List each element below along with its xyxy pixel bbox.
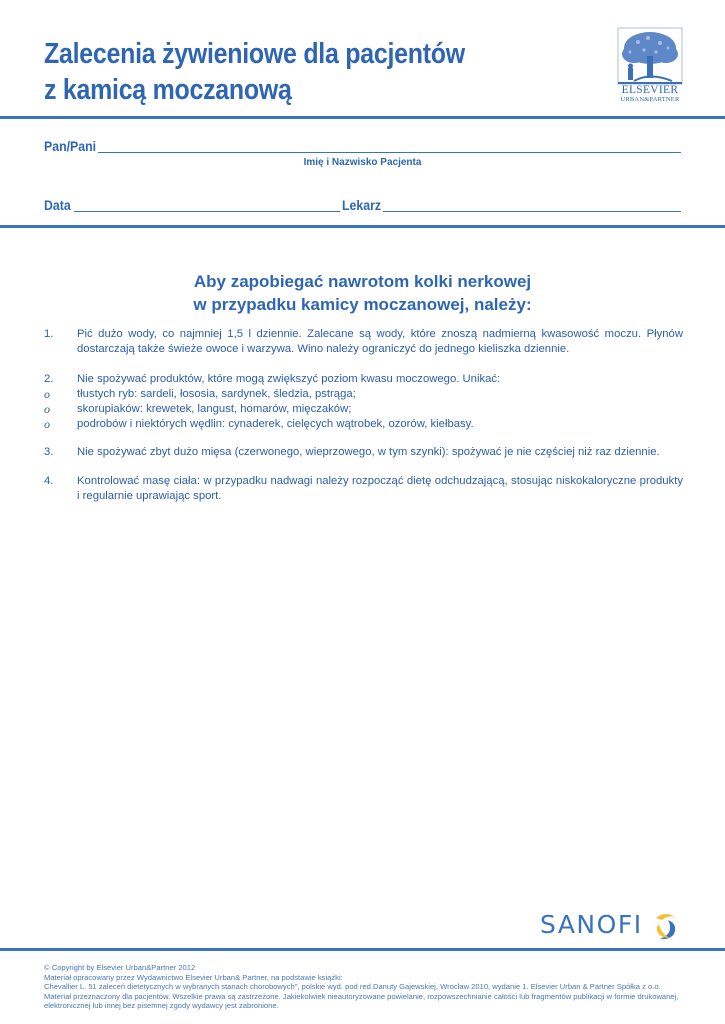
- footer-divider: [0, 948, 725, 951]
- list-item-text: Kontrolować masę ciała: w przypadku nadwagi należy rozpocząć dietę odchudzającą, stosując niskokaloryczne produkty i regularnie uprawiając sport.: [77, 475, 683, 502]
- list-item-text: Nie spożywać zbyt dużo mięsa (czerwonego, wieprzowego, w tym szynki): spożywać je nie częściej niż raz dziennie.: [77, 446, 660, 458]
- patient-caption: Imię i Nazwisko Pacjenta: [303, 157, 422, 168]
- footer-line: Materiał przeznaczony dla pacjentów. Wszelkie prawa są zastrzeżone. Jakiekolwiek nieautoryzowane powielanie, rozpowszechnianie całości lub fragmentów publikacji w formie drukowanej, elektronicznej lub innej bez pisemnej zgody wydawcy jest zabronione.: [44, 991, 679, 1011]
- sub-list-item-text: podrobów i niektórych wędlin: cynaderek, cielęcych wątrobek, ozorów, kiełbasy.: [77, 418, 474, 430]
- page-title-line2: z kamicą moczanową: [44, 74, 292, 106]
- list-item-number: 4.: [44, 475, 54, 487]
- sanofi-logo-text: SANOFI: [540, 910, 643, 939]
- header-divider: [0, 116, 725, 119]
- page-title-line1: Zalecenia żywieniowe dla pacjentów: [44, 38, 465, 70]
- section-heading: [0, 270, 725, 316]
- doctor-label: Lekarz: [342, 197, 382, 213]
- footer-copyright: [44, 963, 694, 1011]
- list-item-text: Pić dużo wody, co najmniej 1,5 l dziennie. Zalecane są wody, które znoszą nadmierną kwasowość moczu. Płynów dostarczają także świeże owoce i warzywa. Wino należy ograniczyć do jednego kieliszka dziennie.: [77, 328, 683, 355]
- list-item-number: 2.: [44, 373, 54, 385]
- sub-list-item-text: tłustych ryb: sardeli, łososia, sardynek, śledzia, pstrąga;: [77, 388, 356, 400]
- footer-line: Materiał opracowany przez Wydawnictwo Elsevier Urban& Partner, na podstawie książki:: [44, 972, 343, 982]
- sub-list-item-text: skorupiaków: krewetek, langust, homarów, mięczaków;: [77, 403, 352, 415]
- bullet-icon: o: [44, 402, 50, 416]
- page-title: [44, 36, 465, 108]
- elsevier-logo-name: ELSEVIER: [621, 84, 679, 96]
- section-heading-line2: w przypadku kamicy moczanowej, należy:: [193, 295, 532, 314]
- section-heading-line1: Aby zapobiegać nawrotom kolki nerkowej: [193, 272, 532, 291]
- list-item-text: Nie spożywać produktów, które mogą zwiększyć poziom kwasu moczowego. Unikać:: [77, 373, 501, 385]
- patient-name-line[interactable]: [98, 152, 681, 153]
- list-item-number: 3.: [44, 446, 54, 458]
- date-label: Data: [44, 197, 71, 213]
- patient-label: Pan/Pani: [44, 138, 97, 154]
- sanofi-bird-icon: [650, 908, 682, 942]
- list-item-number: 1.: [44, 328, 54, 340]
- doctor-line[interactable]: [383, 211, 681, 212]
- date-line[interactable]: [74, 211, 340, 212]
- elsevier-logo-sub: URBAN&PARTNER: [620, 96, 680, 103]
- footer-line: © Copyright by Elsevier Urban&Partner 2012: [44, 963, 196, 972]
- form-divider: [0, 225, 725, 228]
- footer-line: Chevallier L. 51 zaleceń dietetycznych w wybranych stanach chorobowych", polskie wyd. pod red.Danuty Gajewskiej, Wrocław 2010, wydanie 1. Elsevier Urban & Partner Spółka z o.o.: [44, 982, 661, 992]
- bullet-icon: o: [44, 417, 50, 431]
- bullet-icon: o: [44, 387, 50, 401]
